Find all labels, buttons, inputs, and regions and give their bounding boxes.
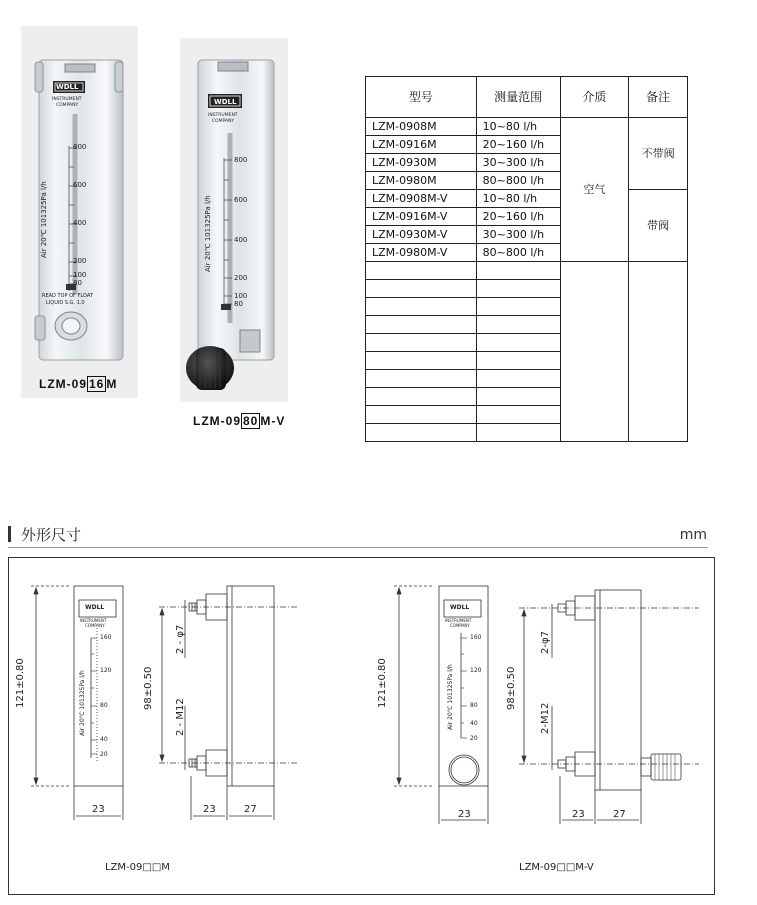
photo1-scale-800: 800	[73, 143, 87, 151]
flowmeter-photo-1	[21, 26, 138, 398]
cell-range: 30~300 l/h	[476, 154, 560, 172]
drawing-left-scale-120: 120	[100, 667, 112, 674]
drawing-right-width-side-b: 27	[613, 809, 626, 820]
photo2-scale-600: 600	[234, 196, 248, 204]
photo1-brand-sub2: COMPANY	[56, 103, 79, 108]
cell-model: LZM-0916M	[366, 136, 477, 154]
table-blank-row	[366, 262, 688, 280]
table-row	[366, 118, 688, 136]
table-row	[366, 190, 688, 208]
photo1-model-prefix: LZM-09	[39, 377, 87, 391]
drawing-left-width-side-b: 27	[244, 804, 257, 815]
photo2-unit-text: Air 20℃ 101325Pa l/h	[204, 195, 212, 272]
drawing-left-hole-label: 2 - φ7	[175, 624, 186, 654]
table-header-row	[366, 77, 688, 118]
product-photo-2	[180, 38, 288, 402]
header-range: 测量范围	[476, 77, 560, 118]
photo1-unit-text: Air 20℃ 101325Pa l/h	[40, 181, 48, 258]
photo1-caption	[39, 377, 117, 391]
photo2-brand: WDLL	[214, 98, 237, 106]
cell-medium: 空气	[560, 118, 629, 262]
cell-model: LZM-0916M-V	[366, 208, 477, 226]
photo2-scale-800: 800	[234, 156, 248, 164]
photo1-scale-100: 100	[73, 271, 87, 279]
header-model: 型号	[366, 77, 477, 118]
drawing-left-width-front: 23	[92, 804, 105, 815]
photo2-model-prefix: LZM-09	[193, 414, 241, 428]
drawing-right-scale-40: 40	[470, 720, 478, 727]
drawing-left-unit-text: Air 20℃ 101325Pa l/h	[79, 670, 86, 736]
header-medium: 介质	[560, 77, 629, 118]
photo1-scale-400: 400	[73, 219, 87, 227]
photo2-caption	[193, 414, 285, 428]
photo2-brand-sub1: INSTRUMENT	[208, 113, 238, 118]
header-remark: 备注	[629, 77, 688, 118]
cell-model: LZM-0980M	[366, 172, 477, 190]
cell-range: 10~80 l/h	[476, 190, 560, 208]
section-title	[8, 524, 81, 545]
section-title-text: 外形尺寸	[21, 526, 82, 544]
drawing-right-model: LZM-09□□M-V	[519, 862, 594, 873]
photo2-model-boxed: 80	[243, 414, 259, 428]
photo2-scale-100: 100	[234, 292, 248, 300]
cell-range: 80~800 l/h	[476, 172, 560, 190]
photo2-scale-200: 200	[234, 274, 248, 282]
drawing-left-brand-sub2: COMPANY	[85, 623, 105, 628]
cell-model: LZM-0908M-V	[366, 190, 477, 208]
cell-model: LZM-0930M	[366, 154, 477, 172]
product-photo-1	[21, 26, 138, 398]
cell-range: 30~300 l/h	[476, 226, 560, 244]
photo2-scale-400: 400	[234, 236, 248, 244]
drawing-right-height-dim: 121±0.80	[377, 658, 388, 708]
drawing-right-width-front: 23	[458, 809, 471, 820]
drawing-left-scale-40: 40	[100, 736, 108, 743]
drawing-right-width-side-a: 23	[572, 809, 585, 820]
photo1-scale-600: 600	[73, 181, 87, 189]
cell-range: 10~80 l/h	[476, 118, 560, 136]
technical-drawing-svg	[9, 558, 714, 894]
photo2-brand-sub2: COMPANY	[212, 119, 235, 124]
drawing-right-hole-label: 2-φ7	[540, 631, 551, 654]
flowmeter-photo-2	[180, 38, 288, 402]
drawing-right-scale-80: 80	[470, 702, 478, 709]
photo1-note1: READ TOP OF FLOAT	[42, 293, 93, 299]
drawing-right-brand: WDLL	[450, 604, 470, 611]
drawing-left-port-dim: 98±0.50	[143, 666, 154, 710]
drawing-left-height-dim: 121±0.80	[15, 658, 26, 708]
photo1-scale-80: 80	[73, 279, 82, 287]
drawing-right-scale-20: 20	[470, 735, 478, 742]
photo1-note2: LIQUID S.G. 1.0	[46, 300, 85, 306]
dimension-drawing	[8, 557, 715, 895]
drawing-left-scale-160: 160	[100, 634, 112, 641]
cell-remark-no-valve: 不带阀	[629, 118, 688, 190]
unit-label: mm	[679, 527, 707, 543]
section-divider	[8, 547, 708, 548]
drawing-right-brand-sub1: INSTRUMENT	[445, 618, 472, 623]
photo1-model-boxed: 16	[89, 377, 105, 391]
cell-range: 20~160 l/h	[476, 136, 560, 154]
photo2-scale-80: 80	[234, 300, 243, 308]
cell-model: LZM-0930M-V	[366, 226, 477, 244]
photo1-model-suffix: M	[106, 377, 118, 391]
drawing-right-unit-text: Air 20℃ 101325Pa l/h	[447, 664, 454, 730]
spec-table	[365, 76, 688, 442]
cell-remark-valve: 带阀	[629, 190, 688, 262]
drawing-left-brand: WDLL	[85, 604, 105, 611]
drawing-left-scale-80: 80	[100, 702, 108, 709]
drawing-left-brand-sub1: INSTRUMENT	[80, 618, 107, 623]
cell-model: LZM-0980M-V	[366, 244, 477, 262]
drawing-right-scale-120: 120	[470, 667, 482, 674]
cell-range: 20~160 l/h	[476, 208, 560, 226]
drawing-right-scale-160: 160	[470, 634, 482, 641]
drawing-left-scale-20: 20	[100, 751, 108, 758]
drawing-left-thread-label: 2 - M12	[175, 698, 186, 736]
cell-model: LZM-0908M	[366, 118, 477, 136]
photo1-scale-200: 200	[73, 257, 87, 265]
photo1-brand-sub1: INSTRUMENT	[52, 97, 82, 102]
drawing-right-port-dim: 98±0.50	[506, 666, 517, 710]
photo2-model-suffix: M-V	[260, 414, 286, 428]
drawing-right-brand-sub2: COMPANY	[450, 623, 470, 628]
drawing-left-width-side-a: 23	[203, 804, 216, 815]
drawing-right-thread-label: 2-M12	[540, 702, 551, 734]
section-bar-icon	[8, 526, 11, 542]
photo1-brand: WDLL	[56, 83, 79, 91]
cell-range: 80~800 l/h	[476, 244, 560, 262]
drawing-left-model: LZM-09□□M	[105, 862, 170, 873]
